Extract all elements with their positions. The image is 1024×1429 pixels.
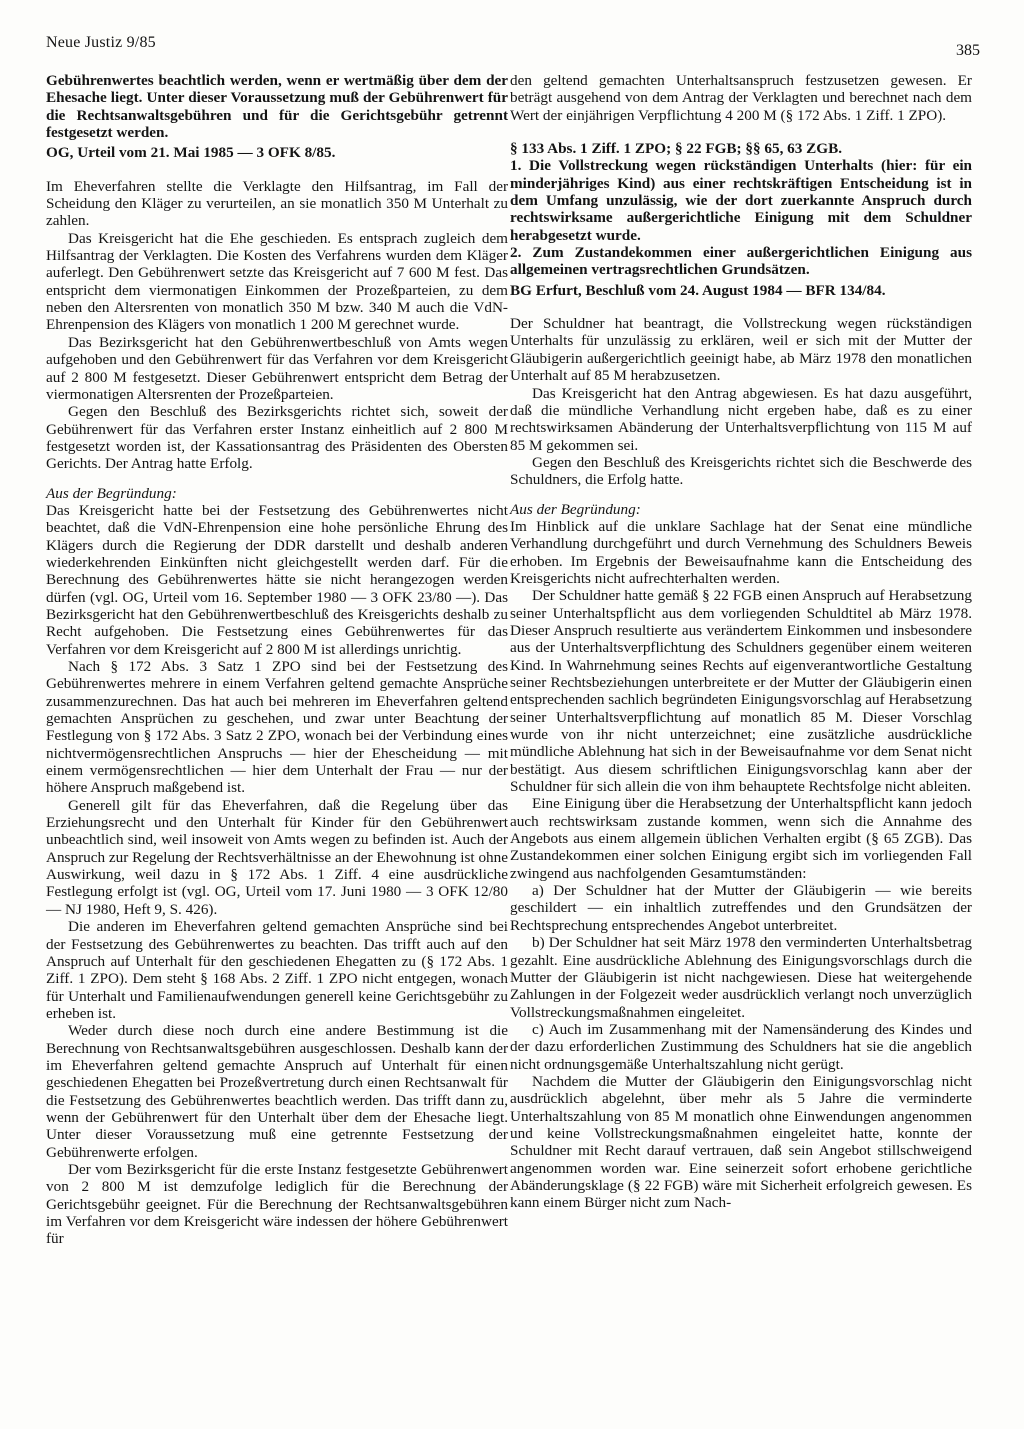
- reasons-heading: Aus der Begründung:: [510, 500, 641, 518]
- reasons-paragraph: Weder durch diese noch durch eine andere Bestimmung ist die Berechnung von Rechtsanwaltsgebühren ausgeschlossen. Deshalb kann der im Eheverfahren geltend gemachte Anspruch auf Unterhalt für einen geschiedenen Ehegatten bei Prozeßvertretung durch einen Rechtsanwalt für die Festsetzung des Gebührenwertes beachtlich werden. Das trifft dann zu, wenn der Gebührenwert für den Unterhalt über dem der Ehesache liegt. Unter dieser Voraussetzung muß eine getrennte Festsetzung der Gebührenwerte erfolgen.: [46, 1022, 508, 1161]
- reasons-paragraph: Im Hinblick auf die unklare Sachlage hat der Senat eine mündliche Verhandlung durchgeführt und durch Vernehmung des Schuldners Beweis erhoben. Im Ergebnis der Beweisaufnahme kann die Entscheidung des Kreisgerichts nicht aufrechterhalten werden.: [510, 517, 972, 587]
- reasons-paragraph: Nach § 172 Abs. 3 Satz 1 ZPO sind bei der Festsetzung des Gebührenwertes mehrere in einem Verfahren geltend gemachte Ansprüche zusammenzurechnen. Das hat auch bei mehreren im Eheverfahren geltend gemachten Ansprüchen zu geschehen, und zwar unter Beachtung der Festlegung von § 172 Abs. 3 Satz 2 ZPO, wonach bei der Verbindung eines nichtvermögensrechtlichen Anspruchs — hier der Ehescheidung — mit einem vermögensrechtlichen — hier dem Unterhalt der Frau — nur der höhere Anspruch maßgebend ist.: [46, 658, 508, 797]
- reasons-paragraph: Die anderen im Eheverfahren geltend gemachten Ansprüche sind bei der Festsetzung des Gebührenwertes zu beachten. Das trifft auch auf den Anspruch auf Unterhalt für den geschiedenen Ehegatten zu (§ 172 Abs. 1 Ziff. 1 ZPO). Dem steht § 168 Abs. 2 Ziff. 1 ZPO nicht entgegen, wonach für Unterhalt und Familienaufwendungen generell keine Gerichtsgebühr zu erheben ist.: [46, 918, 508, 1022]
- facts-paragraph: Der Schuldner hat beantragt, die Vollstreckung wegen rückständigen Unterhalts für unzulässig zu erklären, weil er sich mit der Mutter der Gläubigerin außergerichtlich geeinigt habe, ab März 1978 den monatlichen Unterhalt auf 85 M herabzusetzen.: [510, 315, 972, 385]
- headnote-1: 1. Die Vollstreckung wegen rückständigen Unterhalts (hier: für ein minderjähriges Kind) aus einer rechtskräftigen Entscheidung ist in dem Umfang unzulässig, wie der dort zuerkannte Anspruch durch rechtswirksame außergerichtliche Einigung mit dem Schuldner herabgesetzt wurde.: [510, 157, 972, 244]
- facts-paragraph: Gegen den Beschluß des Bezirksgerichts richtet sich, soweit der Gebührenwert für das Verfahren erster Instanz einheitlich auf 2 800 M festgesetzt worden ist, der Kassationsantrag des Präsidenten des Obersten Gerichts. Der Antrag hatte Erfolg.: [46, 403, 508, 473]
- reasons-paragraph: Nachdem die Mutter der Gläubigerin den Einigungsvorschlag nicht ausdrücklich abgelehnt, über mehr als 5 Jahre die verminderte Unterhaltszahlung von 85 M monatlich ohne Einwendungen angenommen und keine Vollstreckungsmaßnahmen eingeleitet hatte, konnte der Schuldner mit Recht darauf vertrauen, daß sein Angebot stillschweigend angenommen worden war. Eine seinerzeit sofort erhobene gerichtliche Abänderungsklage (§ 22 FGB) wäre mit Sicherheit erfolgreich gewesen. Es kann einem Bürger nicht zum Nach-: [510, 1072, 972, 1212]
- headnote-continuation: Gebührenwertes beachtlich werden, wenn er wertmäßig über dem der Ehesache liegt. Unter dieser Voraussetzung muß der Gebührenwert für die Rechtsanwaltsgebühren und für die Gerichtsgebühr getrennt festgesetzt werden.: [46, 72, 508, 142]
- continuation-paragraph: den geltend gemachten Unterhaltsanspruch festzusetzen gewesen. Er beträgt ausgehend von dem Antrag der Verklagten und berechnet nach dem Wert der einjährigen Verpflichtung 4 200 M (§ 172 Abs. 1 Ziff. 1 ZPO).: [510, 72, 972, 124]
- reasons-paragraph: Der Schuldner hatte gemäß § 22 FGB einen Anspruch auf Herabsetzung seiner Unterhaltspflicht aus dem vorliegenden Schuldtitel ab März 1978. Dieser Anspruch resultierte aus verändertem Einkommen und insbesondere aus der Unterhaltsverpflichtung des Schuldners gegenüber einem weiteren Kind. In Wahrnehmung seines Rechts auf eigenverantwortliche Gestaltung seiner Rechtsbeziehungen unterbreitete er der Mutter der Gläubigerin einen entsprechenden sachlich begründeten Einigungsvorschlag auf Herabsetzung seiner Unterhaltsverpflichtung auf monatlich 85 M. Dieser Vorschlag wurde von ihr nicht unterzeichnet; eine zusätzliche ausdrückliche mündliche Ablehnung hat sich in der Beweisaufnahme vor dem Senat nicht bestätigt. Aus diesem schriftlichen Einigungsvorschlag kann aber der Schuldner für sich allein die von ihm behauptete Rechtsfolge nicht ableiten.: [510, 587, 972, 796]
- reasons-paragraph: Eine Einigung über die Herabsetzung der Unterhaltspflicht kann jedoch auch rechtswirksam zustande kommen, wenn sich die Annahme des Angebots aus einem allgemein üblichen Verhalten ergibt (§ 65 ZGB). Das Zustandekommen einer solchen Einigung ergibt sich im vorliegenden Fall zwingend aus nachfolgenden Gesamtumständen:: [510, 795, 972, 882]
- reasons-heading: Aus der Begründung:: [46, 484, 177, 502]
- facts-paragraph: Das Kreisgericht hat die Ehe geschieden. Es entsprach zugleich dem Hilfsantrag der Verklagten. Die Kosten des Verfahrens wurden dem Kläger auferlegt. Den Gebührenwert setzte das Kreisgericht auf 7 600 M fest. Das entspricht dem viermonatigen Einkommen der Prozeßparteien, zu dem neben den Altersrenten von monatlich 350 M bzw. 340 M auch die VdN-Ehrenpension des Klägers von monatlich 1 200 M gerechnet wurde.: [46, 229, 508, 334]
- reasons-paragraph: a) Der Schuldner hat der Mutter der Gläubigerin — wie bereits geschildert — ein inhaltlich zutreffendes und den Grundsätzen der Rechtsprechung entsprechendes Angebot unterbreitet.: [510, 882, 972, 934]
- right-column: [510, 72, 972, 1212]
- cited-norms: § 133 Abs. 1 Ziff. 1 ZPO; § 22 FGB; §§ 65, 63 ZGB.: [510, 140, 843, 158]
- left-column: [46, 72, 508, 1248]
- decision-citation: BG Erfurt, Beschluß vom 24. August 1984 — BFR 134/84.: [510, 281, 886, 299]
- reasons-paragraph: b) Der Schuldner hat seit März 1978 den verminderten Unterhaltsbetrag gezahlt. Eine ausdrückliche Ablehnung des Einigungsvorschlags durch die Mutter der Gläubigerin ist nicht nachgewiesen. Diese hat weitergehende Zahlungen in der Folgezeit weder ausdrücklich verlangt noch unverzüglich Vollstreckungsmaßnahmen eingeleitet.: [510, 934, 972, 1021]
- facts-paragraph: Im Eheverfahren stellte die Verklagte den Hilfsantrag, im Fall der Scheidung den Kläger zu verurteilen, an sie monatlich 350 M Unterhalt zu zahlen.: [46, 177, 508, 230]
- reasons-paragraph: Der vom Bezirksgericht für die erste Instanz festgesetzte Gebührenwert von 2 800 M ist demzufolge lediglich für die Berechnung der Gerichtsgebühr geeignet. Für die Berechnung der Rechtsanwaltsgebühren im Verfahren vor dem Kreisgericht wäre indessen der höhere Gebührenwert für: [46, 1160, 508, 1248]
- facts-paragraph: Das Bezirksgericht hat den Gebührenwertbeschluß von Amts wegen aufgehoben und den Gebührenwert für das Verfahren vor dem Kreisgericht auf 2 800 M festgesetzt. Dieser Gebührenwert entspricht dem Betrag der viermonatigen Altersrenten der Prozeßparteien.: [46, 333, 508, 403]
- facts-paragraph: Das Kreisgericht hat den Antrag abgewiesen. Es hat dazu ausgeführt, daß die mündliche Verhandlung nicht ergeben habe, daß es zu einer rechtswirksamen Abänderung der Unterhaltsverpflichtung von 115 M auf 85 M gekommen sei.: [510, 384, 972, 454]
- reasons-paragraph: Das Kreisgericht hatte bei der Festsetzung des Gebührenwertes nicht beachtet, daß die VdN-Ehrenpension eine hohe persönliche Ehrung des Klägers durch die Regierung der DDR darstellt und deshalb anderen wiederkehrenden Einkünften nicht gleichgestellt werden darf. Für die Berechnung des Gebührenwertes hätte sie nicht herangezogen werden dürfen (vgl. OG, Urteil vom 16. September 1980 — 3 OFK 23/80 —). Das Bezirksgericht hat den Gebührenwertbeschluß des Kreisgerichts deshalb zu Recht aufgehoben. Die Festsetzung eines Gebührenwertes für das Verfahren vor dem Kreisgericht auf 2 800 M ist allerdings unrichtig.: [46, 501, 508, 658]
- page-number: 385: [956, 42, 980, 59]
- reasons-paragraph: c) Auch im Zusammenhang mit der Namensänderung des Kindes und der dazu erforderlichen Zustimmung des Schuldners hat sie die angeblich nicht ordnungsgemäße Unterhaltszahlung nicht gerügt.: [510, 1020, 972, 1073]
- reasons-paragraph: Generell gilt für das Eheverfahren, daß die Regelung über das Erziehungsrecht und den Unterhalt für Kinder für den Gebührenwert unbeachtlich sind, weil insoweit von Amts wegen zu befinden ist. Auch der Anspruch zur Regelung der Rechtsverhältnisse an der Ehewohnung ist ohne Auswirkung, weil dazu in § 172 Abs. 1 Ziff. 4 eine ausdrückliche Festlegung erfolgt ist (vgl. OG, Urteil vom 17. Juni 1980 — 3 OFK 12/80 — NJ 1980, Heft 9, S. 426).: [46, 796, 508, 918]
- decision-citation: OG, Urteil vom 21. Mai 1985 — 3 OFK 8/85.: [46, 144, 336, 162]
- facts-paragraph: Gegen den Beschluß des Kreisgerichts richtet sich die Beschwerde des Schuldners, die Erfolg hatte.: [510, 453, 972, 489]
- running-header: Neue Justiz 9/85: [46, 34, 156, 51]
- headnote-2: 2. Zum Zustandekommen einer außergerichtlichen Einigung aus allgemeinen vertragsrechtlichen Grundsätzen.: [510, 244, 972, 279]
